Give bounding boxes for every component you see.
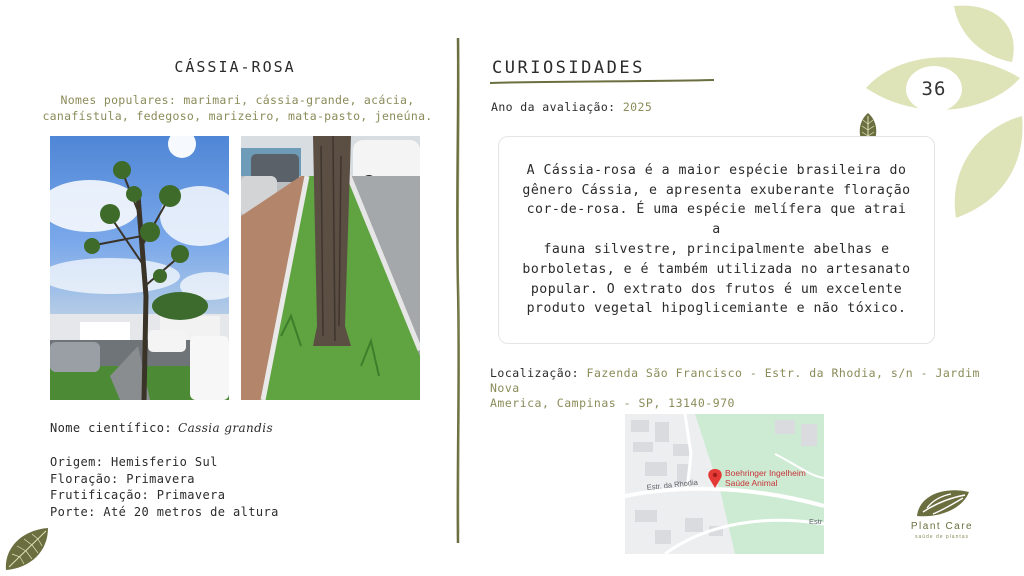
- plant-details: [50, 454, 279, 520]
- page-number: 36: [906, 66, 962, 112]
- flowering: Floração: Primavera: [50, 471, 195, 486]
- size: Porte: Até 20 metros de altura: [50, 504, 279, 519]
- popular-names: Nomes populares: marimari, cássia-grande, acácia, canafístula, fedegoso, marizeiro, mata-pasto, jeneúna.: [42, 93, 433, 123]
- scientific-name: Nome científico: Cassia grandis: [50, 421, 274, 435]
- curiosity-box: [498, 136, 935, 344]
- evaluation-year: Ano da avaliação: 2025: [491, 100, 653, 114]
- map-place-subtitle: Saúde Animal: [725, 478, 778, 488]
- brand-logo-icon: [913, 486, 971, 518]
- trunk-photo: [241, 136, 420, 400]
- leaf-icon: [2, 526, 50, 572]
- plant-title: CÁSSIA-ROSA: [174, 58, 296, 76]
- divider: [452, 38, 464, 543]
- location-map[interactable]: [625, 414, 824, 554]
- road-label: Estr. da Rhodia: [646, 477, 699, 492]
- location: Localização: Fazenda São Francisco - Estr. da Rhodia, s/n - Jardim Nova America, Campinas - SP, 13140-970: [490, 366, 980, 410]
- curiosity-text: A Cássia-rosa é a maior espécie brasileira do gênero Cássia, e apresenta exuberante floração cor-de-rosa. É uma espécie melífera que atrai a fauna silvestre, principalmente abelhas e borboletas, e é também utilizada no artesanato popular. O extrato dos frutos é um excelente produto vegetal hipoglicemiante e não tóxico.: [522, 162, 911, 317]
- title-underline: [488, 78, 716, 86]
- brand-name: Plant Care: [910, 521, 974, 532]
- brand-tagline: saúde de plantas: [914, 534, 970, 540]
- tree-photo: [50, 136, 229, 400]
- section-title: CURIOSIDADES: [492, 58, 645, 78]
- fruiting: Frutificação: Primavera: [50, 488, 226, 502]
- road-label: Estr: [809, 517, 823, 526]
- origin: Origem: Hemisferio Sul: [50, 455, 218, 469]
- map-place-name: Boehringer Ingelheim: [725, 468, 806, 478]
